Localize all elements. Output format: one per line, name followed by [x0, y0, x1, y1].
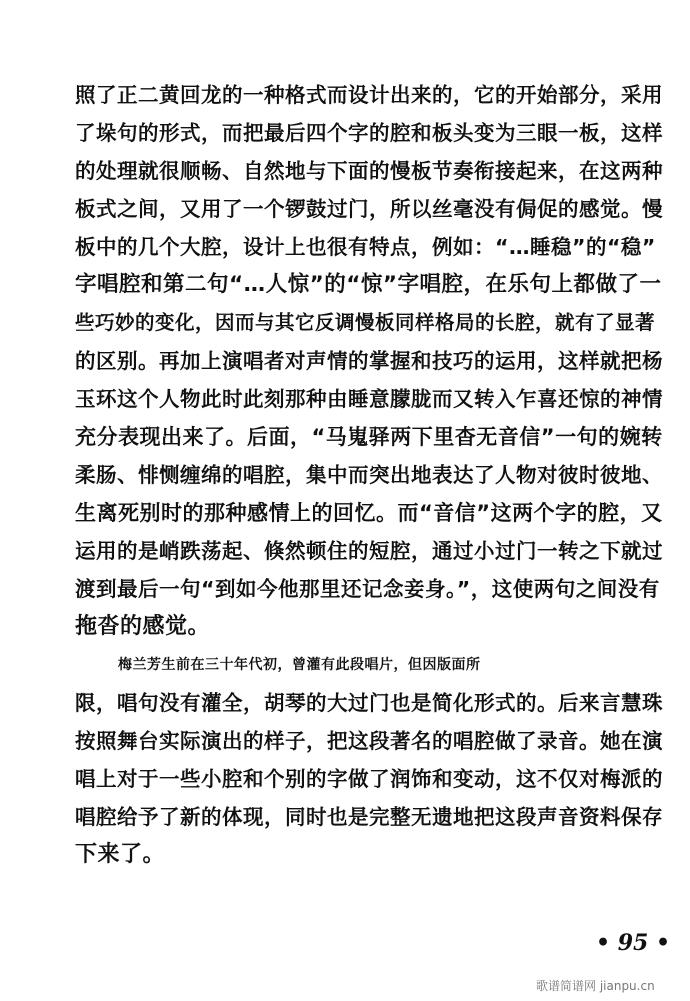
- page-number: • 95 •: [596, 930, 671, 956]
- paragraph-1-line-12: 生离死别时的那种感情上的回忆。而“音信”这两个字的腔，又: [75, 501, 663, 525]
- paragraph-1-line-9: 玉环这个人物此时此刻那种由睡意朦胧而又转入乍喜还惊的神情: [75, 387, 663, 411]
- paragraph-1-line-3: 的处理就很顺畅、自然地与下面的慢板节奏衔接起来，在这两种: [75, 159, 663, 183]
- paragraph-1-line-13: 运用的是峭跌荡起、倏然顿住的短腔，通过小过门一转之下就过: [75, 539, 663, 563]
- paragraph-2-line-6: 下来了。: [75, 842, 166, 867]
- paragraph-1-line-1: 照了正二黄回龙的一种格式而设计出来的，它的开始部分，采用: [75, 83, 663, 107]
- paragraph-1-line-6: 字唱腔和第二句“…人惊”的“惊”字唱腔，在乐句上都做了一: [75, 272, 662, 297]
- paragraph-1-line-7: 些巧妙的变化，因而与其它反调慢板同样格局的长腔，就有了显著: [75, 311, 656, 334]
- paragraph-1-line-10: 充分表现出来了。后面，“马嵬驿两下里杳无音信”一句的婉转: [75, 425, 663, 449]
- paragraph-1-line-4: 板式之间，又用了一个锣鼓过门，所以丝毫没有侷促的感觉。慢: [75, 197, 663, 221]
- site-watermark: 歌谱简谱网 jianpu.cn: [536, 979, 655, 993]
- paragraph-1-line-5: 板中的几个大腔，设计上也很有特点，例如：“…睡稳”的“稳”: [75, 235, 656, 259]
- paragraph-1-line-14: 渡到最后一句“到如今他那里还记念妾身。”，这使两句之间没有: [75, 577, 660, 601]
- paragraph-1-line-8: 的区别。再加上演唱者对声情的掌握和技巧的运用，这样就把杨: [75, 349, 663, 373]
- paragraph-2-line-5: 唱腔给予了新的体现，同时也是完整无遗地把这段声音资料保存: [75, 805, 663, 829]
- paragraph-2-line-2: 限，唱句没有灌全，胡琴的大过门也是简化形式的。后来言慧珠: [75, 691, 663, 715]
- paragraph-1-line-15: 拖沓的感觉。: [75, 614, 211, 639]
- paragraph-2-line-1: 梅兰芳生前在三十年代初，曾灌有此段唱片，但因版面所: [118, 657, 481, 673]
- paragraph-1-line-2: 了垛句的形式，而把最后四个字的腔和板头变为三眼一板，这样: [75, 121, 663, 145]
- paragraph-1-line-11: 柔肠、悱恻缠绵的唱腔，集中而突出地表达了人物对彼时彼地、: [75, 463, 663, 487]
- paragraph-2-line-4: 唱上对于一些小腔和个别的字做了润饰和变动，这不仅对梅派的: [75, 767, 663, 791]
- paragraph-2-line-3: 按照舞台实际演出的样子，把这段著名的唱腔做了录音。她在演: [75, 729, 663, 753]
